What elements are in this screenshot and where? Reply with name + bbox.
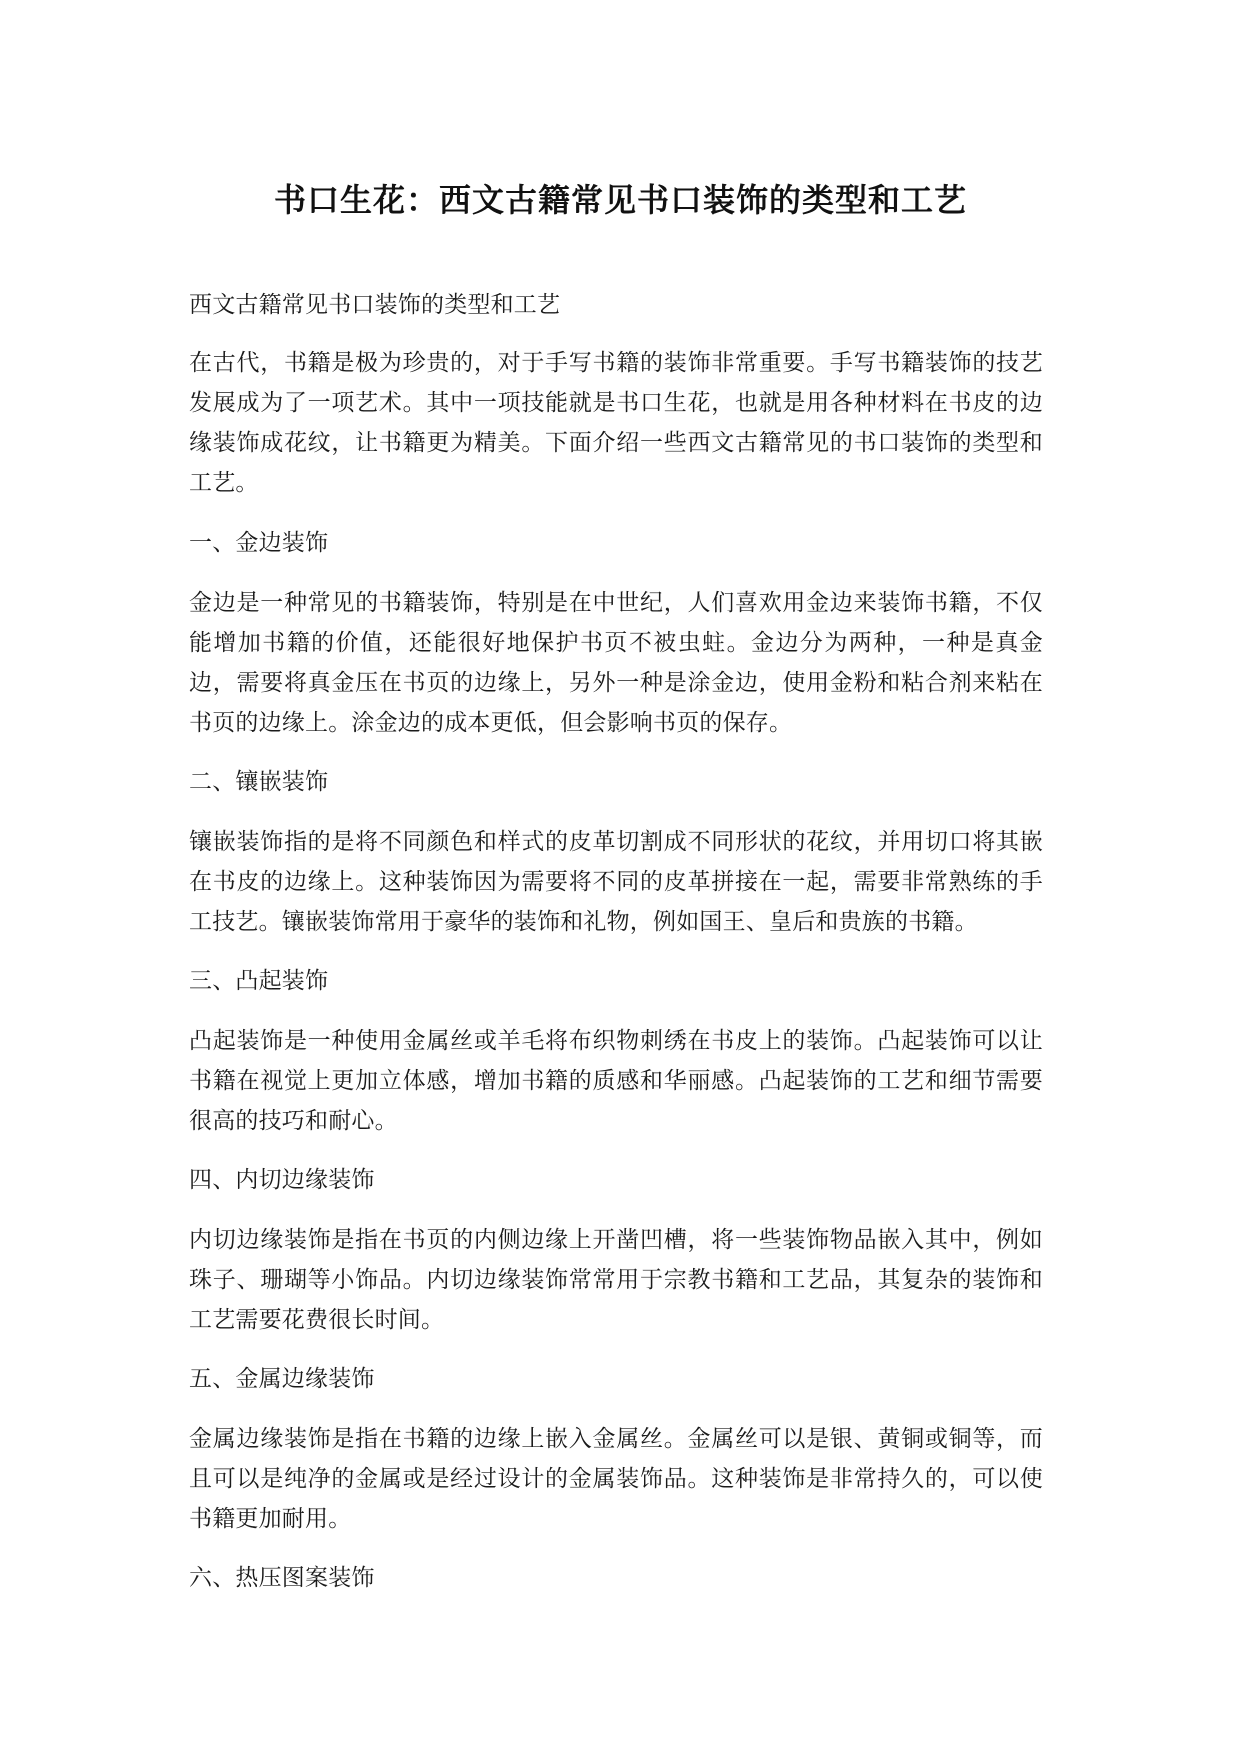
document-subtitle: 西文古籍常见书口装饰的类型和工艺 [189, 292, 561, 318]
section-heading-3: 三、凸起装饰 [189, 968, 329, 994]
section-heading-2: 二、镶嵌装饰 [189, 769, 329, 795]
page-title: 书口生花：西文古籍常见书口装饰的类型和工艺 [273, 181, 967, 219]
section-body-3: 凸起装饰是一种使用金属丝或羊毛将布织物刺绣在书皮上的装饰。凸起装饰可以让书籍在视觉上更加立体感，增加书籍的质感和华丽感。凸起装饰的工艺和细节需要很高的技巧和耐心。 [189, 1028, 1043, 1134]
section-heading-5: 五、金属边缘装饰 [189, 1366, 375, 1392]
intro-paragraph: 在古代，书籍是极为珍贵的，对于手写书籍的装饰非常重要。手写书籍装饰的技艺发展成为了一项艺术。其中一项技能就是书口生花，也就是用各种材料在书皮的边缘装饰成花纹，让书籍更为精美。下面介绍一些西文古籍常见的书口装饰的类型和工艺。 [189, 350, 1043, 496]
section-heading-6: 六、热压图案装饰 [189, 1565, 375, 1591]
section-body-1: 金边是一种常见的书籍装饰，特别是在中世纪，人们喜欢用金边来装饰书籍，不仅能增加书籍的价值，还能很好地保护书页不被虫蛀。金边分为两种，一种是真金边，需要将真金压在书页的边缘上，另外一种是涂金边，使用金粉和粘合剂来粘在书页的边缘上。涂金边的成本更低，但会影响书页的保存。 [189, 590, 1043, 736]
section-heading-1: 一、金边装饰 [189, 530, 329, 556]
document-body [189, 285, 1043, 1618]
section-body-5: 金属边缘装饰是指在书籍的边缘上嵌入金属丝。金属丝可以是银、黄铜或铜等，而且可以是纯净的金属或是经过设计的金属装饰品。这种装饰是非常持久的，可以使书籍更加耐用。 [189, 1426, 1043, 1532]
section-heading-4: 四、内切边缘装饰 [189, 1167, 375, 1193]
section-body-4: 内切边缘装饰是指在书页的内侧边缘上开凿凹槽，将一些装饰物品嵌入其中，例如珠子、珊瑚等小饰品。内切边缘装饰常常用于宗教书籍和工艺品，其复杂的装饰和工艺需要花费很长时间。 [189, 1227, 1043, 1333]
section-body-2: 镶嵌装饰指的是将不同颜色和样式的皮革切割成不同形状的花纹，并用切口将其嵌在书皮的边缘上。这种装饰因为需要将不同的皮革拼接在一起，需要非常熟练的手工技艺。镶嵌装饰常用于豪华的装饰和礼物，例如国王、皇后和贵族的书籍。 [189, 829, 1043, 935]
